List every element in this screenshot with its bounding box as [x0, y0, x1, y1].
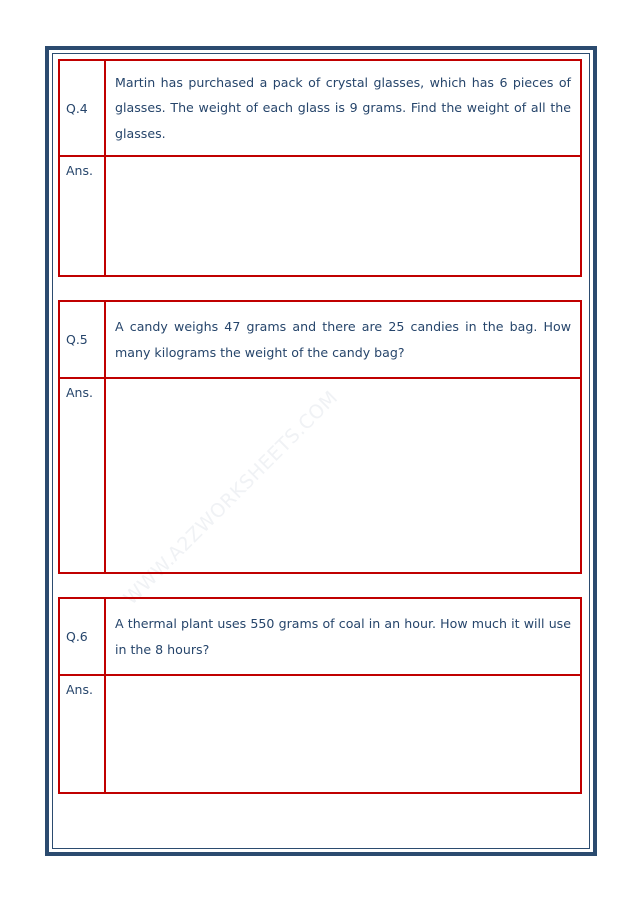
question-text-6-content: A thermal plant uses 550 grams of coal in an hour. How much it will use in the 8 hours?: [115, 616, 571, 657]
question-number-6: Q.6: [59, 598, 105, 675]
question-block-5: [58, 300, 582, 574]
watermark-text: WWW.A2ZWORKSHEETS.COM: [119, 386, 343, 610]
answer-area-6[interactable]: [105, 675, 581, 793]
question-text-5-content: A candy weighs 47 grams and there are 25 candies in the bag. How many kilograms the weight of the candy bag?: [115, 319, 571, 360]
question-number-5: Q.5: [59, 301, 105, 378]
answer-area-4[interactable]: [105, 156, 581, 276]
question-block-6: [58, 597, 582, 794]
questions-container: [58, 59, 586, 817]
answer-row: [59, 156, 581, 276]
question-block-4: [58, 59, 582, 277]
question-text-4-content: Martin has purchased a pack of crystal glasses, which has 6 pieces of glasses. The weight of each glass is 9 grams. Find the weight of all the glasses.: [115, 75, 571, 141]
question-number-4: Q.4: [59, 60, 105, 156]
answer-label-5: Ans.: [59, 378, 105, 573]
question-text-4: [105, 60, 581, 156]
answer-label-4: Ans.: [59, 156, 105, 276]
answer-row: [59, 378, 581, 573]
answer-row: [59, 675, 581, 793]
question-row: [59, 598, 581, 675]
question-text-6: [105, 598, 581, 675]
answer-label-6: Ans.: [59, 675, 105, 793]
question-row: [59, 301, 581, 378]
answer-area-5[interactable]: [105, 378, 581, 573]
question-text-5: [105, 301, 581, 378]
worksheet-page: [45, 46, 597, 856]
question-row: [59, 60, 581, 156]
